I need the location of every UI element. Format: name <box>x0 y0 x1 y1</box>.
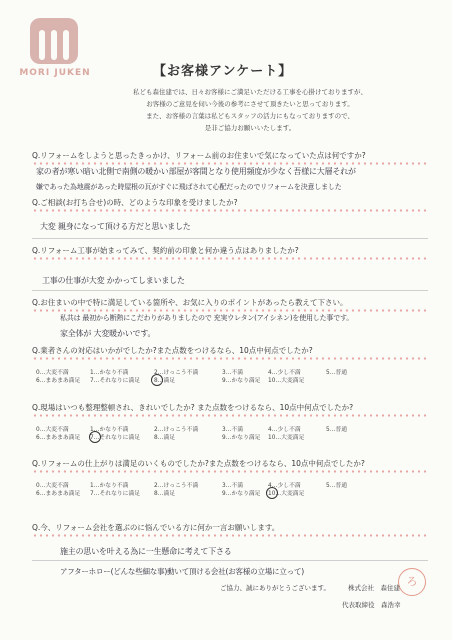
score-scale-q5 <box>36 367 396 383</box>
scale-label: 10…大変満足 <box>268 435 305 441</box>
dotted-rule <box>32 257 428 260</box>
scale-label: 1…かなり不満 <box>90 483 129 489</box>
scale-label: 4…少し不満 <box>268 483 301 489</box>
answer-4-line-1: 私共は 最初から断熱にこだわりがありましたので 充実ウレタン(アイシネン)を使用した事です。 <box>60 314 354 322</box>
logo-text: MORI JUKEN <box>19 68 91 78</box>
question-1: Q.リフォームをしようと思ったきっかけ、リフォーム前のお住まいで気になっていた点は何ですか? <box>32 151 366 160</box>
intro-line: 私ども森住建では、日々お客様にご満足いただける工事を心掛けておりますが、 <box>133 88 367 96</box>
answer-4-line-2: 家全体が 大変暖かいです。 <box>60 329 156 338</box>
question-7: Q.リフォームの仕上がりは満足のいくものでしたか?また点数をつけるなら、10点中何点でしたか? <box>32 459 365 468</box>
logo-bar <box>63 30 69 60</box>
logo-bar <box>39 30 45 60</box>
answer-8-line-2: アフターホロー(どんな些細な事)動いて頂ける会社(お客様の立場に立って) <box>60 567 304 576</box>
answer-rule <box>32 290 428 291</box>
answer-2: 大変 親身になって頂ける方だと思いました <box>40 222 191 231</box>
question-3: Q.リフォーム工事が始まってみて、契約前の印象と何か違う点はありましたか? <box>32 246 299 255</box>
handwritten-mark: ろ <box>398 568 426 596</box>
scale-label: 2…けっこう不満 <box>154 370 199 376</box>
scale-label: 6…まあまあ満足 <box>36 491 81 497</box>
scale-label: 5…普通 <box>326 427 348 433</box>
scale-label: 4…少し不満 <box>268 370 301 376</box>
intro-line: お客様のご意見を伺い今後の参考にさせて頂きたいと思っております。 <box>146 100 354 108</box>
scale-label: 9…かなり満足 <box>222 378 261 384</box>
answer-1-line-1: 家の者が寒い暗い北側で南側の暖かい部屋が客間となり使用頻度が少なく吾様に大層それが <box>36 167 356 176</box>
question-6: Q.現場はいつも整理整頓され、きれいでしたか? また点数をつけるなら、10点中何点でしたか? <box>32 403 354 412</box>
answer-1-line-2: 嫌であった為地震があった時屋根の瓦がすぐに飛ばされて心配だったのでリフォームを決意しました <box>36 183 342 191</box>
scale-label: 0…大変不満 <box>36 483 69 489</box>
scale-label: 0…大変不満 <box>36 370 69 376</box>
answer-rule <box>32 238 428 239</box>
scale-label: 6…まあまあ満足 <box>36 435 81 441</box>
selected-score-circle <box>266 487 278 499</box>
scale-label: 8…満足 <box>154 435 176 441</box>
question-4: Q.お住まいの中で特に満足している箇所や、お気に入りのポイントがあったら教えて下さい。 <box>32 298 348 307</box>
closing-thanks: ご協力、誠にありがとうございます。 <box>220 584 330 592</box>
dotted-rule <box>32 209 428 212</box>
dotted-rule <box>32 414 428 417</box>
scale-label: 4…少し不満 <box>268 427 301 433</box>
scale-label: 5…普通 <box>326 370 348 376</box>
scale-label: 8…満足 <box>154 378 176 384</box>
scale-label: 3…不満 <box>222 483 244 489</box>
scale-label: 8…満足 <box>154 491 176 497</box>
scale-label: 7…それなりに満足 <box>90 491 141 497</box>
scale-label: 7…それなりに満足 <box>90 378 141 384</box>
intro-line: また、お客様の言葉は私どもスタッフの活力にもなっておりますので、 <box>146 112 354 120</box>
logo-bar <box>51 30 57 60</box>
scale-label: 3…不満 <box>222 427 244 433</box>
company-name: 株式会社 森住建 <box>348 584 400 592</box>
answer-3: 工事の仕事が大変 かかってしまいました <box>42 276 185 285</box>
scale-label: 9…かなり満足 <box>222 435 261 441</box>
scale-label: 1…かなり不満 <box>90 370 129 376</box>
dotted-rule <box>32 309 428 312</box>
answer-8-line-1: 施主の思いを叶える為に一生懸命に考えて下さる <box>60 547 232 556</box>
score-scale-q7 <box>36 480 396 496</box>
page-title: 【お客様アンケート】 <box>153 64 293 79</box>
dotted-rule <box>32 162 428 165</box>
question-5: Q.業者さんの対応はいかがでしたか?また点数をつけるなら、10点中何点でしたか? <box>32 346 313 355</box>
scale-label: 7…それなりに満足 <box>90 435 141 441</box>
intro-line: 是非ご協力お願いいたします。 <box>204 124 296 132</box>
question-2: Q.ご相談(お打ち合せ)の時、どのような印象を受けましたか? <box>32 198 238 207</box>
scale-label: 6…まあまあ満足 <box>36 378 81 384</box>
scale-label: 9…かなり満足 <box>222 491 261 497</box>
selected-score-circle <box>89 431 101 443</box>
answer-rule <box>32 560 428 561</box>
scale-label: 3…不満 <box>222 370 244 376</box>
scale-label: 5…普通 <box>326 483 348 489</box>
selected-score-circle <box>151 374 163 386</box>
scale-label: 2…けっこう不満 <box>154 483 199 489</box>
dotted-rule <box>32 470 428 473</box>
scale-label: 10…大変満足 <box>268 378 305 384</box>
scale-label: 10…大変満足 <box>268 491 305 497</box>
intro-text <box>60 86 440 134</box>
dotted-rule <box>32 357 428 360</box>
dotted-rule <box>32 534 428 537</box>
question-8: Q.今、リフォーム会社を選ぶのに悩んでいる方に何か一言お願いします。 <box>32 523 280 532</box>
scale-label: 1…かなり不満 <box>90 427 129 433</box>
company-logo <box>18 18 92 86</box>
representative-name: 代表取締役 森浩幸 <box>342 601 401 609</box>
logo-mark <box>30 18 78 64</box>
scale-label: 2…けっこう不満 <box>154 427 199 433</box>
scale-label: 0…大変不満 <box>36 427 69 433</box>
